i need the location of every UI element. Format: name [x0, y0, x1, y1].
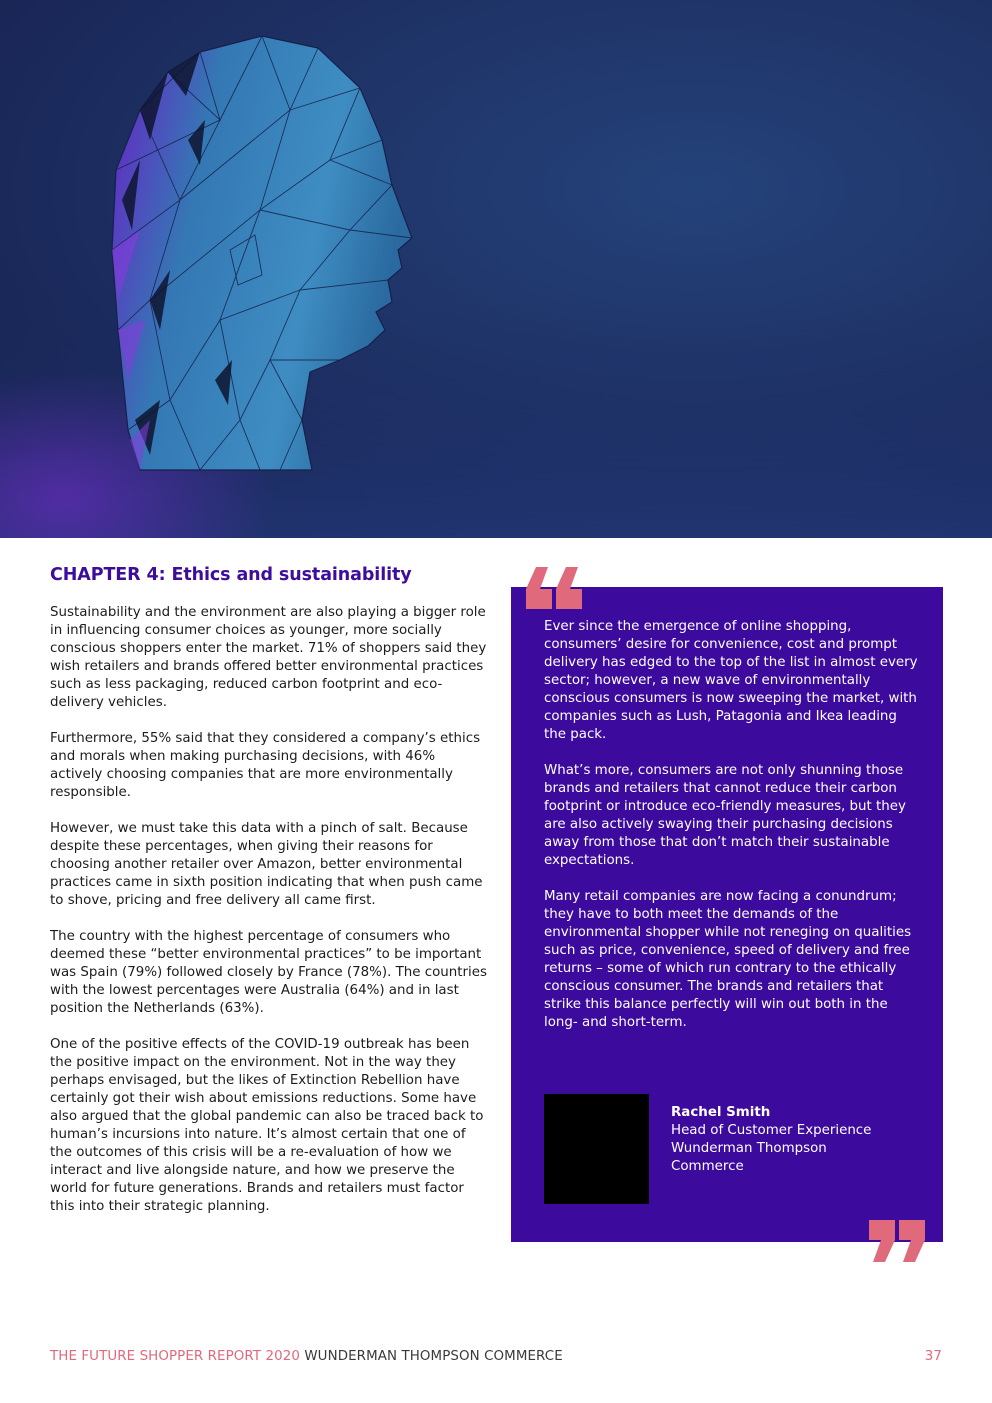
hero-image — [0, 0, 992, 538]
pull-quote-box — [511, 587, 943, 1242]
close-quote-icon — [869, 1220, 927, 1264]
author-company-line1: Wunderman Thompson — [671, 1141, 827, 1156]
quote-text — [544, 618, 918, 1050]
open-quote-icon — [526, 567, 584, 611]
quote-paragraph: Many retail companies are now facing a conundrum; they have to both meet the demands of the environmental shopper while not reneging on qualities such as price, convenience, speed of delivery and free returns – some of which run contrary to the ethically conscious consumer. The brands and retailers that strike this balance perfectly will win out both in the long- and short-term. — [544, 889, 912, 1030]
author-role: Head of Customer Experience — [671, 1123, 872, 1138]
quote-paragraph: Ever since the emergence of online shopping, consumers’ desire for convenience, cost and prompt delivery has edged to the top of the list in almost every sector; however, a new wave of environmentally conscious consumers is now sweeping the market, with companies such as Lush, Patagonia and Ikea leading the pack. — [544, 619, 918, 742]
page-number: 37 — [924, 1349, 942, 1364]
body-text — [50, 604, 490, 1234]
chapter-title: CHAPTER 4: Ethics and sustainability — [50, 565, 412, 585]
quote-author — [671, 1104, 921, 1176]
body-paragraph: Sustainability and the environment are also playing a bigger role in influencing consumer choices as younger, more socially conscious shoppers enter the market. 71% of shoppers said they wish retailers and brands offered better environmental practices such as less packaging, reduced carbon footprint and eco-delivery vehicles. — [50, 605, 487, 710]
geometric-head-illustration — [0, 0, 992, 538]
body-paragraph: One of the positive effects of the COVID-19 outbreak has been the positive impact on the environment. Not in the way they perhaps envisaged, but the likes of Extinction Rebellion have certainly got their wish about emissions reductions. Some have also argued that the global pandemic can also be traced back to human’s incursions into nature. It’s almost certain that one of the outcomes of this crisis will be a re-evaluation of how we interact and live alongside nature, and how we preserve the world for future generations. Brands and retailers must factor this into their strategic planning. — [50, 1037, 484, 1214]
footer-report-title: THE FUTURE SHOPPER REPORT 2020 — [50, 1349, 300, 1364]
author-name: Rachel Smith — [671, 1105, 771, 1120]
page-footer — [50, 1349, 942, 1364]
body-paragraph: The country with the highest percentage of consumers who deemed these “better environmental practices” to be important was Spain (79%) followed closely by France (78%). The countries with the lowest percentages were Australia (64%) and in last position the Netherlands (63%). — [50, 929, 487, 1016]
quote-paragraph: What’s more, consumers are not only shunning those brands and retailers that cannot reduce their carbon footprint or introduce eco-friendly measures, but they are also actively swaying their purchasing decisions away from those that don’t match their sustainable expectations. — [544, 763, 906, 868]
footer-company: WUNDERMAN THOMPSON COMMERCE — [304, 1349, 563, 1364]
body-paragraph: Furthermore, 55% said that they considered a company’s ethics and morals when making purchasing decisions, with 46% actively choosing companies that are more environmentally responsible. — [50, 731, 481, 800]
body-paragraph: However, we must take this data with a pinch of salt. Because despite these percentages, when giving their reasons for choosing another retailer over Amazon, better environmental practices came in sixth position indicating that when push came to shove, pricing and free delivery all came first. — [50, 821, 483, 908]
author-avatar — [544, 1094, 649, 1204]
author-company-line2: Commerce — [671, 1159, 744, 1174]
